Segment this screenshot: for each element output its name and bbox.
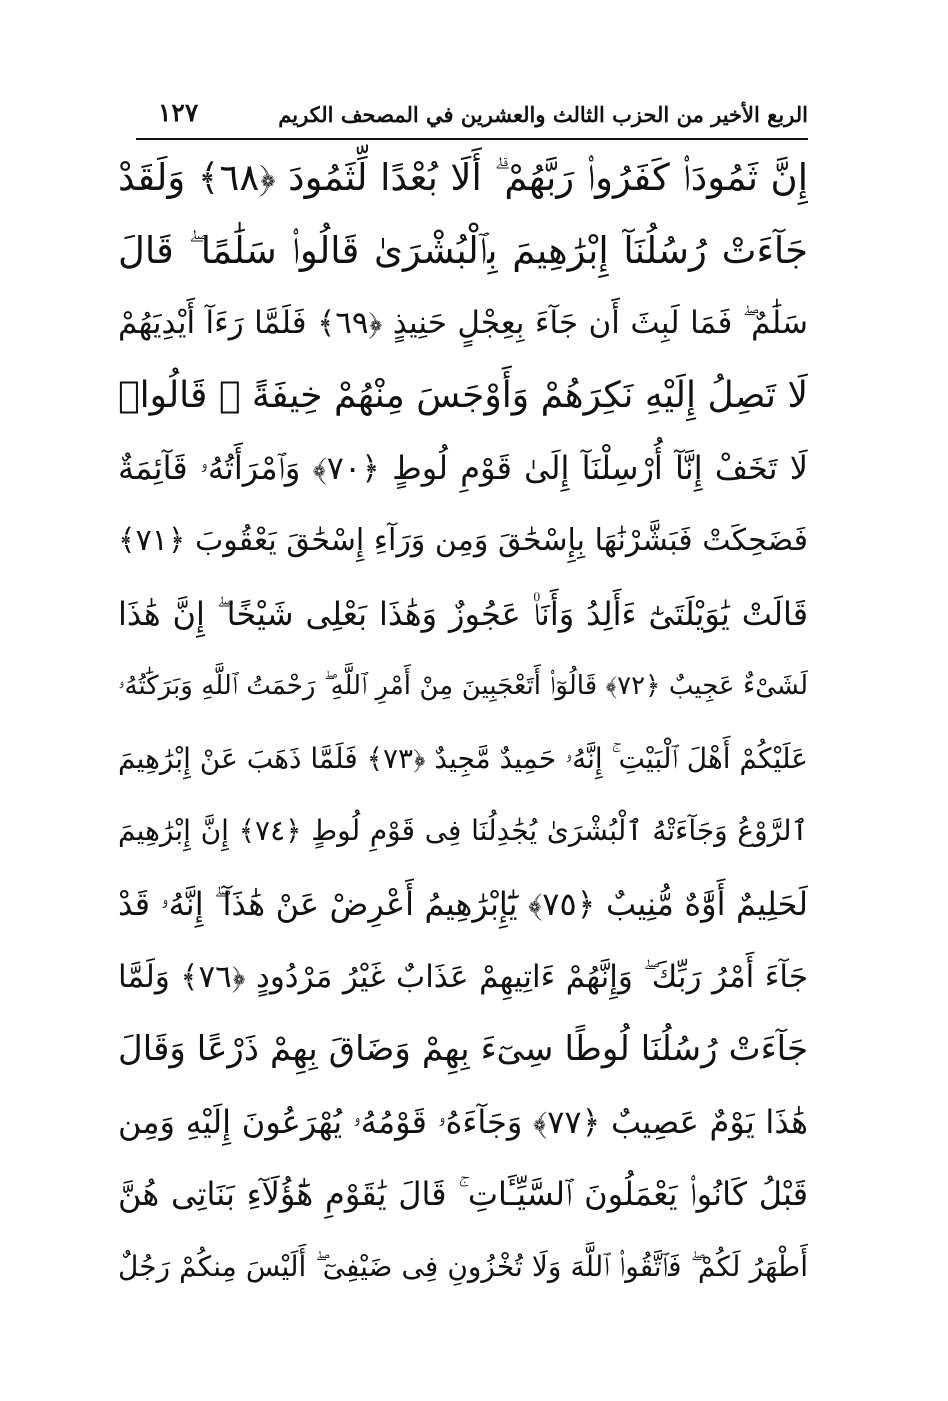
text-line: قَبْلُ كَانُوا۟ يَعْمَلُونَ ٱلسَّيِّـَٔاتِ ۚ قَالَ يَٰقَوْمِ هَٰٓؤُلَآءِ بَنَاتِى هُنَّ	[118, 1175, 808, 1214]
text-line: فَضَحِكَتْ فَبَشَّرْنَٰهَا بِإِسْحَٰقَ وَمِن وَرَآءِ إِسْحَٰقَ يَعْقُوبَ ﴿٧١﴾	[118, 522, 808, 558]
header-divider	[136, 138, 808, 140]
text-line: جَآءَ أَمْرُ رَبِّكَ ۖ وَإِنَّهُمْ ءَاتِيهِمْ عَذَابٌ غَيْرُ مَرْدُودٍ ﴿٧٦﴾ وَلَمَّا	[118, 958, 808, 995]
text-line: إِنَّ ثَمُودَا۟ كَفَرُوا۟ رَبَّهُمْ ۗ أَلَا بُعْدًا لِّثَمُودَ ﴿٦٨﴾ وَلَقَدْ	[118, 156, 808, 199]
text-line: لَا تَخَفْ إِنَّآ أُرْسِلْنَآ إِلَىٰ قَوْمِ لُوطٍ ﴿٧٠﴾ وَٱمْرَأَتُهُۥ قَآئِمَةٌ	[118, 449, 808, 488]
text-line: لَحَلِيمٌ أَوَّٰهٌ مُّنِيبٌ ﴿٧٥﴾ يَٰٓإِبْرَٰهِيمُ أَعْرِضْ عَنْ هَٰذَآ ۖ إِنَّهُۥ قَدْ	[118, 884, 808, 923]
text-line: ٱلرَّوْعُ وَجَآءَتْهُ ٱلْبُشْرَىٰ يُجَٰدِلُنَا فِى قَوْمِ لُوطٍ ﴿٧٤﴾ إِنَّ إِبْرَٰهِيمَ	[118, 814, 808, 848]
text-line: هَٰذَا يَوْمٌ عَصِيبٌ ﴿٧٧﴾ وَجَآءَهُۥ قَوْمُهُۥ يُهْرَعُونَ إِلَيْهِ وَمِن	[118, 1102, 808, 1141]
section-title: الربع الأخير من الحزب الثالث والعشرين في المصحف الكريم	[278, 102, 808, 127]
text-line: أَطْهَرُ لَكُمْ ۖ فَٱتَّقُوا۟ ٱللَّهَ وَلَا تُخْزُونِ فِى ضَيْفِىٓ ۖ أَلَيْسَ مِنكُمْ رَجُلٌ	[118, 1249, 808, 1283]
quran-text	[118, 142, 808, 1304]
text-line: لَا تَصِلُ إِلَيْهِ نَكِرَهُمْ وَأَوْجَسَ مِنْهُمْ خِيفَةً ۚ قَالُوا۟	[118, 374, 808, 416]
text-line: قَالَتْ يَٰوَيْلَتَىٰٓ ءَأَلِدُ وَأَنَا۠ عَجُوزٌ وَهَٰذَا بَعْلِى شَيْخًا ۖ إِنَّ هَٰذَا	[118, 594, 808, 633]
page-number: ١٢٧	[158, 98, 199, 127]
text-line: سَلَٰمٌ ۖ فَمَا لَبِثَ أَن جَآءَ بِعِجْلٍ حَنِيذٍ ﴿٦٩﴾ فَلَمَّا رَءَآ أَيْدِيَهُمْ	[118, 305, 808, 342]
text-line: لَشَىْءٌ عَجِيبٌ ﴿٧٢﴾ قَالُوٓا۟ أَتَعْجَبِينَ مِنْ أَمْرِ ٱللَّهِ ۖ رَحْمَتُ ٱللَّهِ وَبَرَكَٰتُهُۥ	[118, 671, 808, 702]
text-line: جَآءَتْ رُسُلُنَا لُوطًا سِىٓءَ بِهِمْ وَضَاقَ بِهِمْ ذَرْعًا وَقَالَ	[118, 1029, 808, 1070]
text-line: جَآءَتْ رُسُلُنَآ إِبْرَٰهِيمَ بِٱلْبُشْرَىٰ قَالُوا۟ سَلَٰمًا ۖ قَالَ	[118, 228, 808, 272]
page-header	[136, 96, 808, 136]
text-line: عَلَيْكُمْ أَهْلَ ٱلْبَيْتِ ۚ إِنَّهُۥ حَمِيدٌ مَّجِيدٌ ﴿٧٣﴾ فَلَمَّا ذَهَبَ عَنْ إِبْرَٰهِيمَ	[118, 741, 808, 775]
